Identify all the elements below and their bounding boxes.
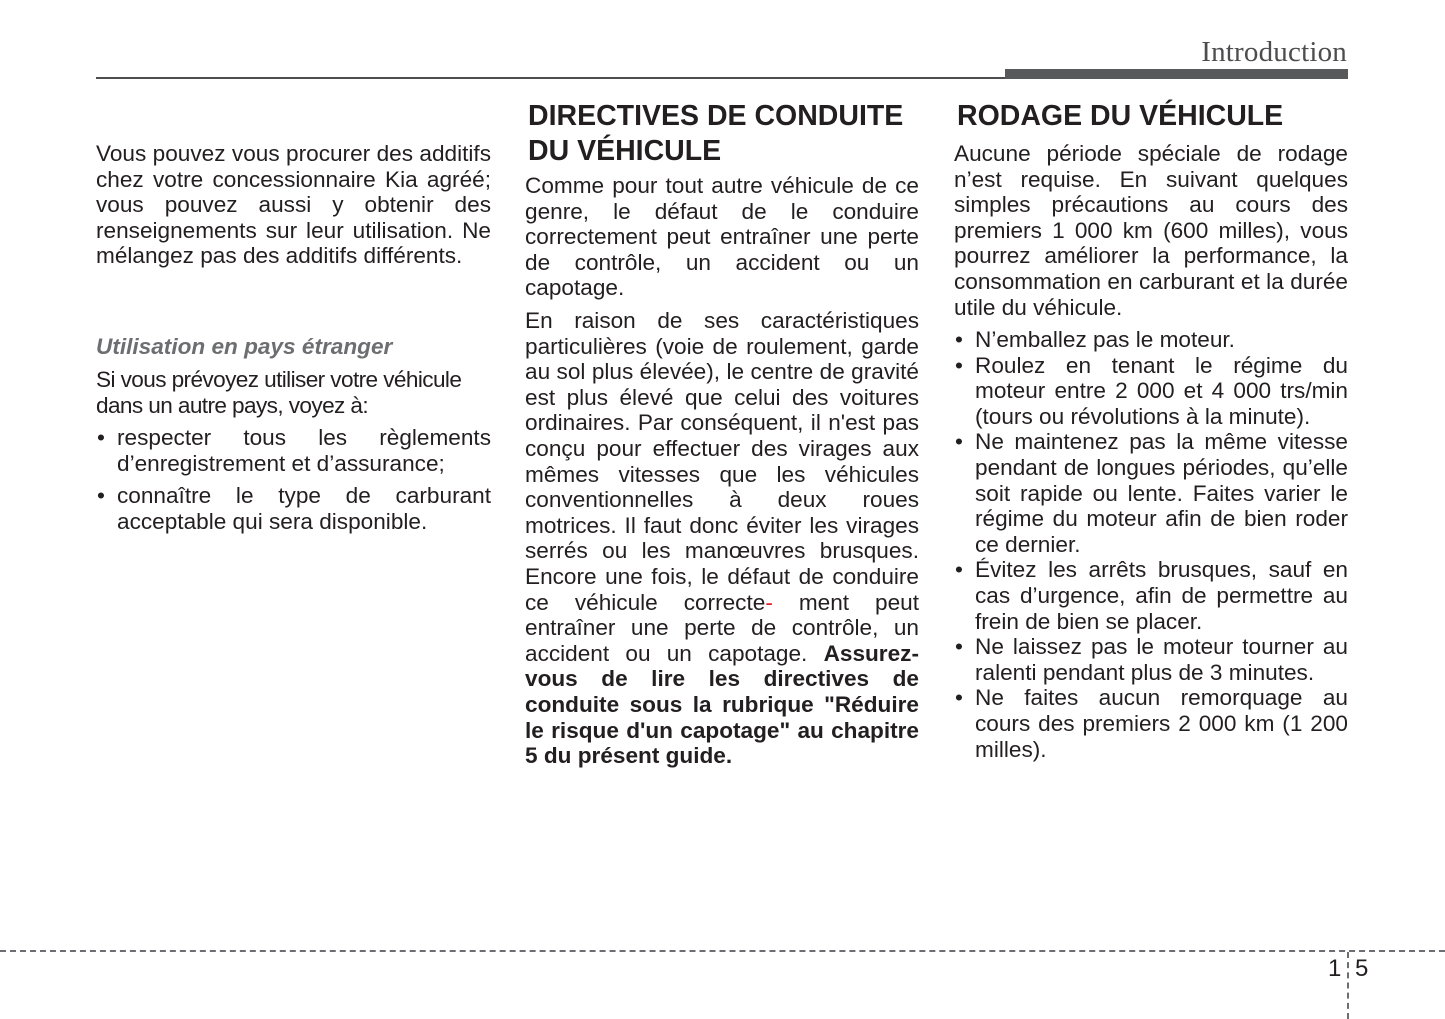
bullet-icon: • [97, 425, 105, 450]
bullet-icon: • [955, 557, 963, 583]
driving-paragraph-2-text: En raison de ses caractéristiques particulières (voie de roulement, garde au sol plus élevée), le centre de gravité est plus élevé que celui des voitures ordinaires. Par conséquent, il n'est pas conçu pour effectuer des virages aux mêmes vitesses que les véhicules conventionnelles à deux roues motrices. Il faut donc éviter les virages serrés ou les manœuvres brusques. Encore une fois, le défaut de conduire ce véhicule correcte [525, 308, 919, 615]
bullet-icon: • [97, 483, 105, 509]
bullet-icon: • [955, 429, 963, 455]
break-in-list [954, 327, 1348, 762]
list-item [954, 429, 1348, 557]
list-item [954, 557, 1348, 634]
additives-paragraph: Vous pouvez vous procurer des additifs chez votre concessionnaire Kia agréé; vous pouvez aussi y obtenir des renseignements sur leur utilisation. Ne mélangez pas des additifs différents. [96, 141, 491, 269]
footer-dashed-rule [0, 950, 1445, 952]
heading-line-1: DIRECTIVES DE CONDUITE [528, 100, 904, 132]
bullet-icon: • [955, 327, 963, 352]
list-item [954, 634, 1348, 685]
list-item [96, 483, 491, 534]
break-in-paragraph: Aucune période spéciale de rodage n’est requise. En suivant quelques simples précautions au cours des premiers 1 000 km (600 milles), vous pourrez améliorer la performance, la consommation en carburant et la durée utile du véhicule. [954, 141, 1348, 320]
bullet-icon: • [955, 634, 963, 660]
list-item-text: N’emballez pas le moteur. [975, 327, 1235, 352]
list-item-text: Évitez les arrêts brusques, sauf en cas d’urgence, afin de permettre au frein de bien se placer. [975, 557, 1348, 634]
section-title: Introduction [1201, 36, 1347, 68]
list-item-text: connaître le type de carburant acceptable qui sera disponible. [117, 483, 491, 534]
driving-paragraph-2-continued: ment peut entraîner une perte de contrôle, un accident ou un capotage. [525, 589, 919, 666]
header-bar [1005, 69, 1348, 79]
foreign-use-subheading: Utilisation en pays étranger [96, 334, 393, 359]
driving-guidelines-heading [528, 99, 928, 169]
driving-paragraph-2 [525, 308, 919, 769]
header-rule [96, 77, 1006, 79]
list-item-text: Roulez en tenant le régime du moteur entre 2 000 et 4 000 trs/min (tours ou révolutions à la minute). [975, 352, 1348, 429]
bullet-icon: • [955, 352, 963, 378]
footer-dashed-divider [1347, 952, 1349, 1019]
foreign-use-list [96, 425, 491, 534]
heading-line-2: DU VÉHICULE [528, 135, 722, 167]
list-item-text: Ne laissez pas le moteur tourner au ralenti pendant plus de 3 minutes. [975, 634, 1348, 685]
list-item [954, 353, 1348, 430]
list-item-text: Ne maintenez pas la même vitesse pendant de longues périodes, qu’elle soit rapide ou lente. Faites varier le régime du moteur afin de bien roder ce dernier. [975, 429, 1348, 557]
rollover-warning: Assurez-vous de lire les directives de conduite sous la rubrique "Réduire le risque d'un capotage" au chapitre 5 du présent guide. [525, 640, 919, 769]
bullet-icon: • [955, 685, 963, 711]
chapter-number: 1 [1328, 955, 1342, 982]
page-number: 5 [1355, 955, 1369, 982]
driving-paragraph-1: Comme pour tout autre véhicule de ce genre, le défaut de le conduire correctement peut entraîner une perte de contrôle, un accident ou un capotage. [525, 173, 919, 301]
list-item [954, 327, 1348, 353]
list-item [96, 425, 491, 476]
list-item-text: Ne faites aucun remorquage au cours des premiers 2 000 km (1 200 milles). [975, 685, 1348, 762]
list-item [954, 685, 1348, 762]
hyphen-mark: - [765, 589, 773, 615]
break-in-heading: RODAGE DU VÉHICULE [957, 100, 1284, 132]
list-item-text: respecter tous les règlements d’enregistrement et d’assurance; [117, 425, 491, 476]
foreign-use-paragraph: Si vous prévoyez utiliser votre véhicule dans un autre pays, voyez à: [96, 367, 462, 418]
